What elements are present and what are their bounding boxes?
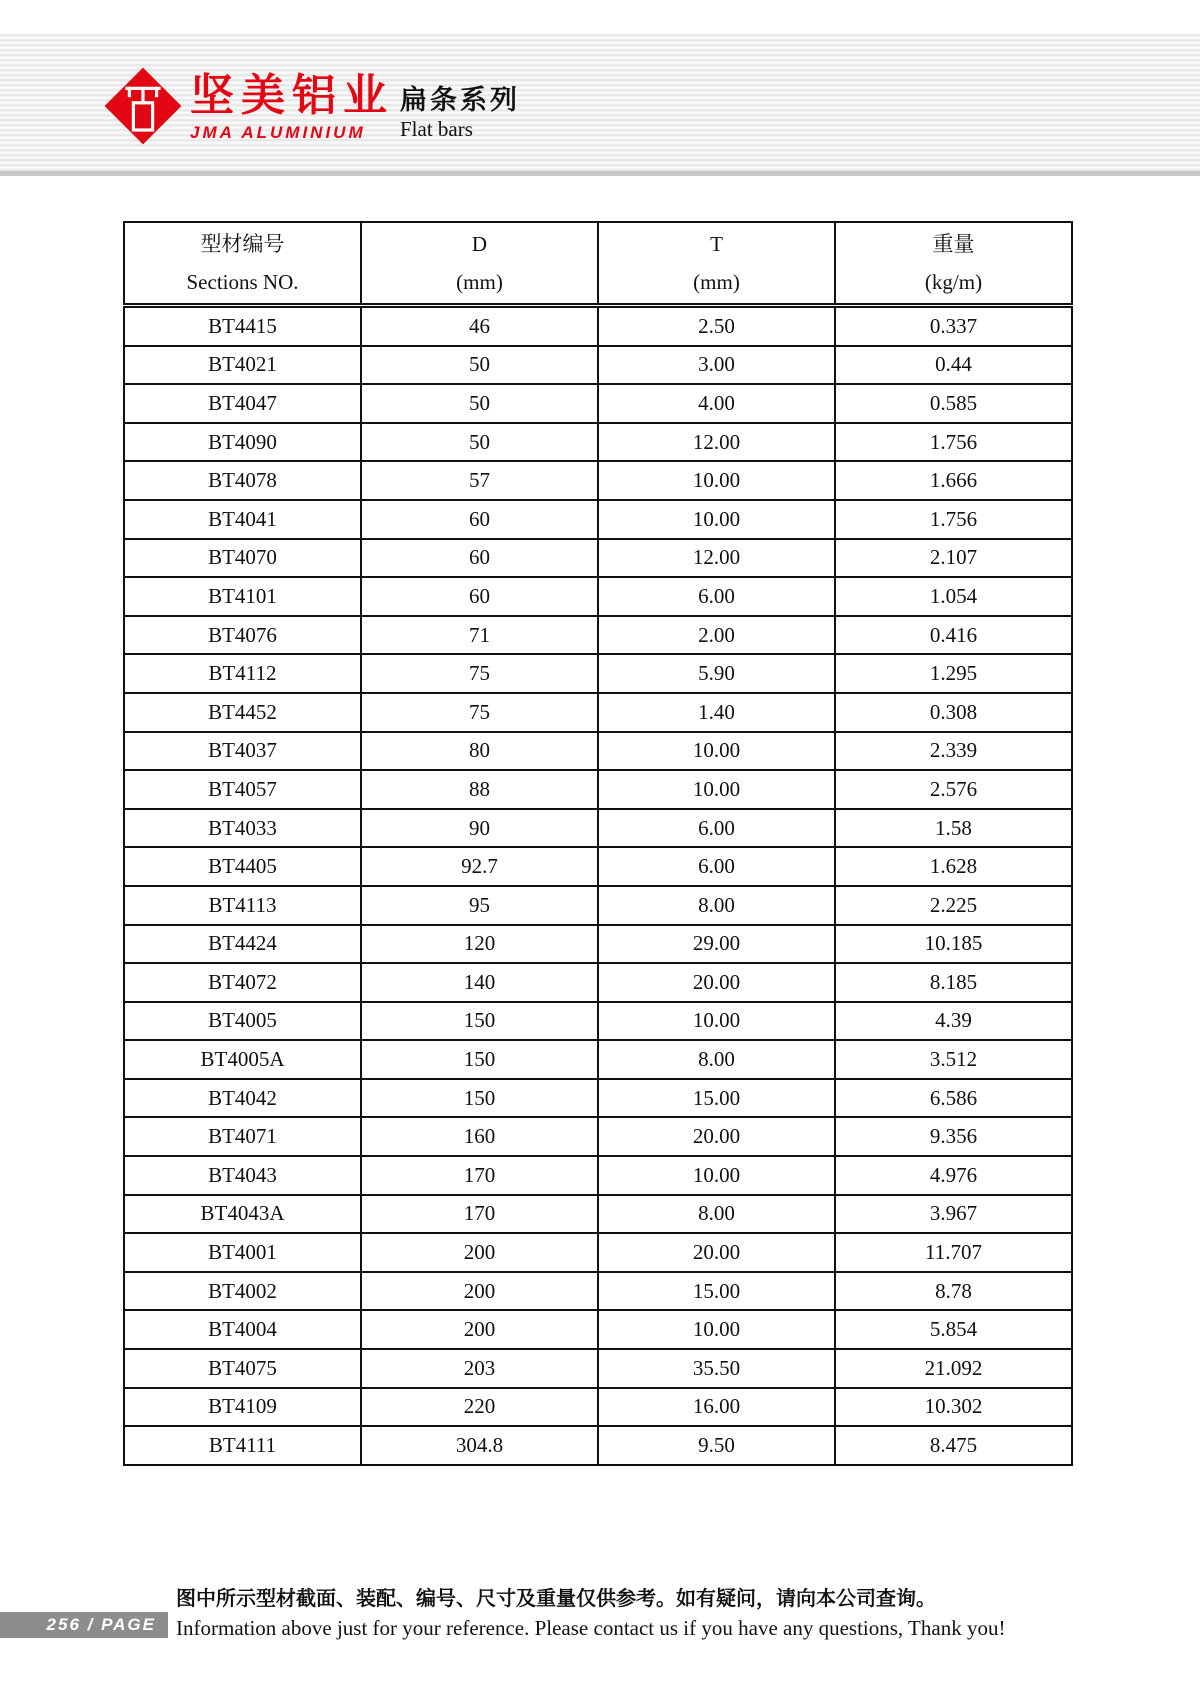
cell-d: 50 xyxy=(361,346,598,385)
cell-sections_no: BT4101 xyxy=(124,577,361,616)
jma-diamond-logo-icon xyxy=(103,66,183,146)
cell-sections_no: BT4043 xyxy=(124,1156,361,1195)
table-row xyxy=(124,539,1072,578)
cell-d: 304.8 xyxy=(361,1426,598,1465)
cell-d: 46 xyxy=(361,306,598,346)
cell-weight: 0.44 xyxy=(835,346,1072,385)
header-row xyxy=(124,222,1072,306)
cell-weight: 0.308 xyxy=(835,693,1072,732)
cell-d: 200 xyxy=(361,1272,598,1311)
cell-weight: 21.092 xyxy=(835,1349,1072,1388)
cell-sections_no: BT4405 xyxy=(124,847,361,886)
table-row xyxy=(124,925,1072,964)
cell-weight: 10.185 xyxy=(835,925,1072,964)
cell-t: 3.00 xyxy=(598,346,835,385)
cell-weight: 8.475 xyxy=(835,1426,1072,1465)
cell-sections_no: BT4070 xyxy=(124,539,361,578)
cell-sections_no: BT4042 xyxy=(124,1079,361,1118)
cell-sections_no: BT4047 xyxy=(124,384,361,423)
cell-d: 88 xyxy=(361,770,598,809)
cell-t: 8.00 xyxy=(598,1195,835,1234)
column-header-d xyxy=(361,222,598,306)
cell-weight: 8.78 xyxy=(835,1272,1072,1311)
cell-weight: 3.512 xyxy=(835,1040,1072,1079)
table-row xyxy=(124,809,1072,848)
cell-weight: 11.707 xyxy=(835,1233,1072,1272)
cell-d: 150 xyxy=(361,1002,598,1041)
cell-weight: 4.39 xyxy=(835,1002,1072,1041)
cell-d: 200 xyxy=(361,1310,598,1349)
series-title-en: Flat bars xyxy=(400,117,473,141)
cell-sections_no: BT4415 xyxy=(124,306,361,346)
cell-d: 140 xyxy=(361,963,598,1002)
table-row xyxy=(124,886,1072,925)
cell-t: 8.00 xyxy=(598,1040,835,1079)
cell-weight: 1.756 xyxy=(835,423,1072,462)
cell-d: 57 xyxy=(361,461,598,500)
footer-notes xyxy=(176,1585,1116,1643)
table-row xyxy=(124,1388,1072,1427)
table-row xyxy=(124,1117,1072,1156)
spec-table-container xyxy=(123,221,1073,1466)
cell-t: 9.50 xyxy=(598,1426,835,1465)
table-row xyxy=(124,346,1072,385)
cell-weight: 1.756 xyxy=(835,500,1072,539)
column-header-sections_no xyxy=(124,222,361,306)
cell-sections_no: BT4113 xyxy=(124,886,361,925)
cell-sections_no: BT4109 xyxy=(124,1388,361,1427)
brand-text xyxy=(190,70,394,143)
table-row xyxy=(124,963,1072,1002)
brand-name-cn: 坚美铝业 xyxy=(190,71,394,120)
cell-d: 200 xyxy=(361,1233,598,1272)
cell-sections_no: BT4072 xyxy=(124,963,361,1002)
cell-t: 16.00 xyxy=(598,1388,835,1427)
cell-t: 12.00 xyxy=(598,423,835,462)
cell-d: 170 xyxy=(361,1195,598,1234)
cell-sections_no: BT4004 xyxy=(124,1310,361,1349)
cell-t: 35.50 xyxy=(598,1349,835,1388)
table-row xyxy=(124,1426,1072,1465)
cell-sections_no: BT4043A xyxy=(124,1195,361,1234)
cell-t: 15.00 xyxy=(598,1272,835,1311)
cell-d: 220 xyxy=(361,1388,598,1427)
column-header-title: 重量 xyxy=(932,232,975,256)
cell-sections_no: BT4424 xyxy=(124,925,361,964)
cell-d: 160 xyxy=(361,1117,598,1156)
footer-note-en: Information above just for your reference. Please contact us if you have any questions, Thank you! xyxy=(176,1616,1006,1640)
cell-weight: 1.666 xyxy=(835,461,1072,500)
table-row xyxy=(124,1233,1072,1272)
cell-d: 95 xyxy=(361,886,598,925)
cell-t: 5.90 xyxy=(598,654,835,693)
table-row xyxy=(124,1002,1072,1041)
cell-t: 10.00 xyxy=(598,500,835,539)
series-title-block xyxy=(400,84,520,142)
cell-sections_no: BT4041 xyxy=(124,500,361,539)
cell-d: 60 xyxy=(361,577,598,616)
cell-t: 10.00 xyxy=(598,732,835,771)
cell-sections_no: BT4001 xyxy=(124,1233,361,1272)
page-header xyxy=(0,0,1200,176)
table-row xyxy=(124,1040,1072,1079)
brand-name-en: JMA ALUMINIUM xyxy=(190,123,366,142)
series-title-cn: 扁条系列 xyxy=(400,85,520,115)
cell-d: 120 xyxy=(361,925,598,964)
cell-sections_no: BT4076 xyxy=(124,616,361,655)
table-row xyxy=(124,693,1072,732)
cell-weight: 5.854 xyxy=(835,1310,1072,1349)
cell-t: 10.00 xyxy=(598,1156,835,1195)
cell-d: 170 xyxy=(361,1156,598,1195)
cell-weight: 2.225 xyxy=(835,886,1072,925)
cell-t: 6.00 xyxy=(598,577,835,616)
cell-d: 75 xyxy=(361,654,598,693)
spec-table xyxy=(123,221,1073,1466)
cell-weight: 2.576 xyxy=(835,770,1072,809)
table-row xyxy=(124,616,1072,655)
cell-weight: 1.628 xyxy=(835,847,1072,886)
cell-t: 12.00 xyxy=(598,539,835,578)
table-row xyxy=(124,1195,1072,1234)
column-header-title: T xyxy=(710,232,723,256)
cell-t: 2.50 xyxy=(598,306,835,346)
column-header-title: D xyxy=(471,232,488,256)
table-row xyxy=(124,500,1072,539)
cell-t: 20.00 xyxy=(598,963,835,1002)
table-row xyxy=(124,1272,1072,1311)
column-header-weight xyxy=(835,222,1072,306)
cell-weight: 1.295 xyxy=(835,654,1072,693)
cell-weight: 1.58 xyxy=(835,809,1072,848)
cell-t: 1.40 xyxy=(598,693,835,732)
cell-t: 4.00 xyxy=(598,384,835,423)
cell-t: 29.00 xyxy=(598,925,835,964)
table-row xyxy=(124,1079,1072,1118)
cell-d: 71 xyxy=(361,616,598,655)
column-header-unit: (mm) xyxy=(456,270,503,294)
cell-sections_no: BT4037 xyxy=(124,732,361,771)
cell-d: 90 xyxy=(361,809,598,848)
cell-weight: 8.185 xyxy=(835,963,1072,1002)
cell-weight: 9.356 xyxy=(835,1117,1072,1156)
cell-d: 50 xyxy=(361,423,598,462)
table-row xyxy=(124,847,1072,886)
cell-sections_no: BT4075 xyxy=(124,1349,361,1388)
cell-t: 20.00 xyxy=(598,1117,835,1156)
cell-t: 2.00 xyxy=(598,616,835,655)
cell-d: 92.7 xyxy=(361,847,598,886)
page-number-badge: 256 / PAGE xyxy=(0,1612,168,1638)
cell-sections_no: BT4002 xyxy=(124,1272,361,1311)
cell-weight: 2.107 xyxy=(835,539,1072,578)
cell-weight: 1.054 xyxy=(835,577,1072,616)
column-header-unit: (mm) xyxy=(693,270,740,294)
cell-d: 150 xyxy=(361,1040,598,1079)
cell-sections_no: BT4078 xyxy=(124,461,361,500)
table-row xyxy=(124,1349,1072,1388)
cell-d: 75 xyxy=(361,693,598,732)
cell-weight: 0.337 xyxy=(835,306,1072,346)
cell-t: 10.00 xyxy=(598,461,835,500)
cell-t: 6.00 xyxy=(598,809,835,848)
cell-weight: 10.302 xyxy=(835,1388,1072,1427)
footer-note-cn: 图中所示型材截面、装配、编号、尺寸及重量仅供参考。如有疑问，请向本公司查询。 xyxy=(176,1588,936,1610)
cell-sections_no: BT4033 xyxy=(124,809,361,848)
cell-weight: 4.976 xyxy=(835,1156,1072,1195)
cell-t: 10.00 xyxy=(598,770,835,809)
cell-d: 203 xyxy=(361,1349,598,1388)
cell-t: 10.00 xyxy=(598,1002,835,1041)
spec-table-head xyxy=(124,222,1072,306)
cell-sections_no: BT4071 xyxy=(124,1117,361,1156)
table-row xyxy=(124,1310,1072,1349)
cell-sections_no: BT4021 xyxy=(124,346,361,385)
cell-weight: 0.416 xyxy=(835,616,1072,655)
table-row xyxy=(124,770,1072,809)
column-header-title: 型材编号 xyxy=(200,232,285,256)
table-row xyxy=(124,732,1072,771)
spec-table-body xyxy=(124,306,1072,1465)
cell-sections_no: BT4005A xyxy=(124,1040,361,1079)
cell-t: 6.00 xyxy=(598,847,835,886)
table-row xyxy=(124,306,1072,346)
cell-d: 80 xyxy=(361,732,598,771)
cell-d: 50 xyxy=(361,384,598,423)
cell-sections_no: BT4005 xyxy=(124,1002,361,1041)
cell-t: 10.00 xyxy=(598,1310,835,1349)
cell-sections_no: BT4057 xyxy=(124,770,361,809)
cell-d: 60 xyxy=(361,500,598,539)
cell-weight: 2.339 xyxy=(835,732,1072,771)
table-row xyxy=(124,1156,1072,1195)
cell-sections_no: BT4452 xyxy=(124,693,361,732)
cell-sections_no: BT4112 xyxy=(124,654,361,693)
cell-weight: 0.585 xyxy=(835,384,1072,423)
cell-d: 150 xyxy=(361,1079,598,1118)
cell-d: 60 xyxy=(361,539,598,578)
table-row xyxy=(124,577,1072,616)
cell-sections_no: BT4111 xyxy=(124,1426,361,1465)
cell-weight: 6.586 xyxy=(835,1079,1072,1118)
column-header-t xyxy=(598,222,835,306)
table-row xyxy=(124,423,1072,462)
column-header-unit: Sections NO. xyxy=(186,270,299,294)
table-row xyxy=(124,384,1072,423)
cell-weight: 3.967 xyxy=(835,1195,1072,1234)
cell-t: 8.00 xyxy=(598,886,835,925)
cell-t: 15.00 xyxy=(598,1079,835,1118)
column-header-unit: (kg/m) xyxy=(924,270,983,294)
table-row xyxy=(124,654,1072,693)
table-row xyxy=(124,461,1072,500)
cell-sections_no: BT4090 xyxy=(124,423,361,462)
cell-t: 20.00 xyxy=(598,1233,835,1272)
